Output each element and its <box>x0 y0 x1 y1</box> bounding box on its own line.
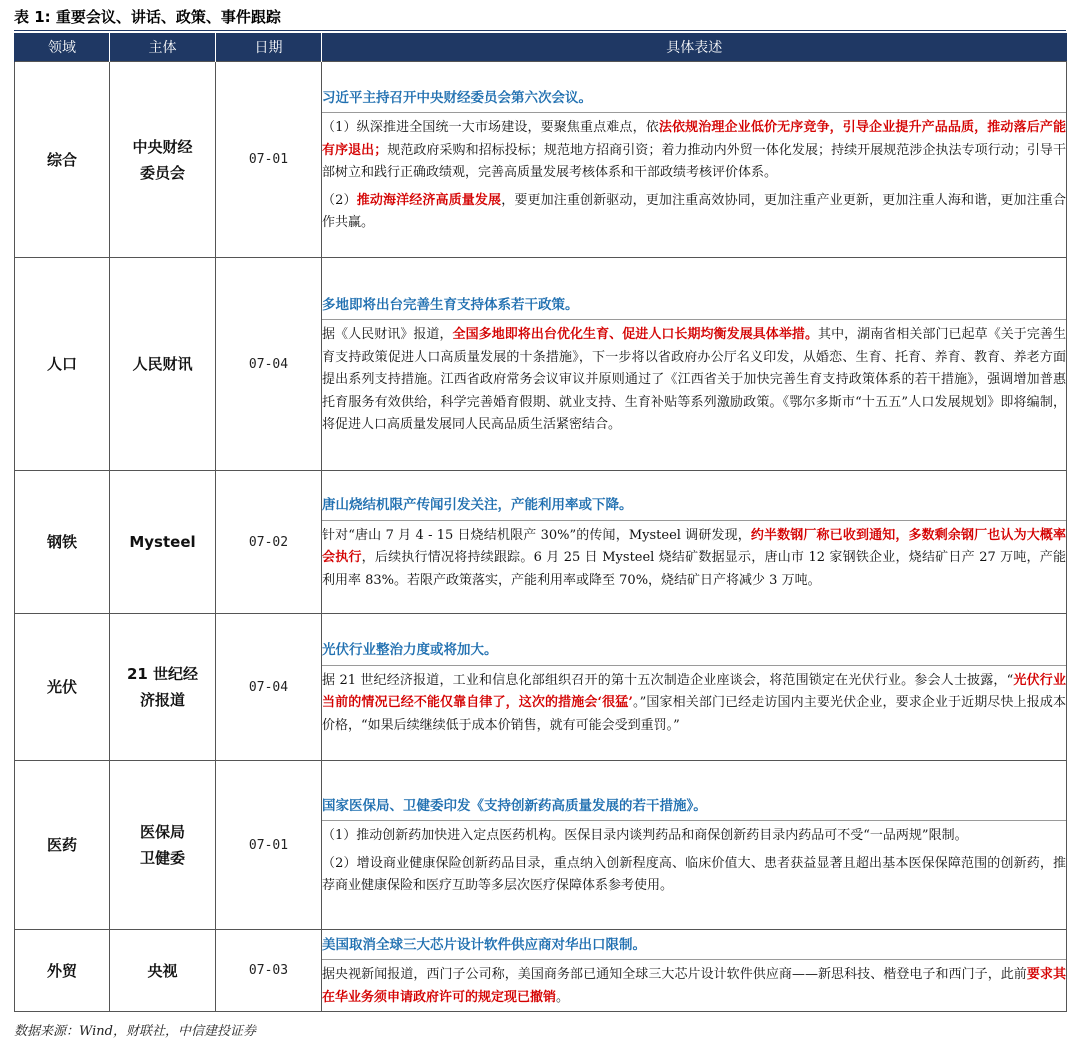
row-domain: 光伏 <box>15 614 110 761</box>
table-row <box>15 258 1067 471</box>
row-date: 07-04 <box>216 258 322 471</box>
data-source-note: 数据来源：Wind，财联社，中信建投证券 <box>14 1024 256 1039</box>
table-row <box>15 930 1067 1012</box>
policy-tracking-table <box>14 33 1067 1012</box>
body-text: ，要更加注重创新驱动，更加注重高效协同，更加注重产业更新，更加注重人海和谐，更加注重合作共赢。 <box>322 192 1066 230</box>
body-text: 其中，湖南省相关部门已起草《关于完善生育支持政策促进人口高质量发展的十条措施》，下一步将以省政府办公厅名义印发，从婚恋、生育、托育、养育、教育、养老方面提出系列支持措施。江西省政府常务会议审议并原则通过了《江西省关于加快完善生育支持政策体系的若干措施》，强调增加普惠托育服务有效供给，科学完善婚育假期、就业支持、生育补贴等系列激励政策。《鄂尔多斯市“十五五”人口发展规划》即将编制，将促进人口高质量发展同人民高品质生活紧密结合。 <box>322 327 1066 432</box>
entity-line: 卫健委 <box>139 849 185 867</box>
row-entity <box>110 471 216 614</box>
row-description <box>322 761 1067 930</box>
body-text: （1）推动创新药加快进入定点医药机构。医保目录内谈判药品和商保创新药目录内药品可不受“一品两规”限制。 <box>322 828 968 843</box>
row-date: 07-02 <box>216 471 322 614</box>
highlighted-text: 推动海洋经济高质量发展 <box>356 192 502 208</box>
highlighted-text: 法依规治理企业低价无序竞争，引导企业提升产品品质，推动落后产能有序退出； <box>322 120 1066 158</box>
body-text: 规范政府采购和招标投标；规范地方招商引资；着力推动内外贸一体化发展；持续开展规范涉企执法专项行动；引导干部树立和践行正确政绩观，完善高质量发展考核体系和干部政绩考核评价体系。 <box>322 142 1066 180</box>
body-text: 据《人民财讯》报道， <box>322 327 453 342</box>
description-paragraph <box>322 825 1066 848</box>
row-entity <box>110 258 216 471</box>
row-date: 07-01 <box>216 761 322 930</box>
row-headline: 光伏行业整治力度或将加大。 <box>322 637 1066 666</box>
row-domain: 综合 <box>15 62 110 258</box>
highlighted-text: 全国多地即将出台优化生育、促进人口长期均衡发展具体举措。 <box>452 327 819 342</box>
row-headline: 美国取消全球三大芯片设计软件供应商对华出口限制。 <box>322 932 1066 961</box>
table-row <box>15 471 1067 614</box>
entity-line: 济报道 <box>139 691 185 709</box>
body-text: （2） <box>322 192 357 208</box>
entity-line: 人民财讯 <box>132 355 193 373</box>
row-description <box>322 258 1067 471</box>
row-entity <box>110 930 216 1012</box>
entity-line: 委员会 <box>139 163 185 182</box>
row-domain: 人口 <box>15 258 110 471</box>
body-text: （2）增设商业健康保险创新药品目录，重点纳入创新程度高、临床价值大、患者获益显著且超出基本医保保障范围的创新药，推荐商业健康保险和医疗互助等多层次医疗保障体系参考使用。 <box>322 855 1066 893</box>
entity-line: 中央财经 <box>132 137 193 156</box>
row-description <box>322 614 1067 761</box>
header-entity: 主体 <box>110 33 216 62</box>
body-text: 据 21 世纪经济报道，工业和信息化部组织召开的第十五次制造企业座谈会，将范围锁定在光伏行业。参会人士披露，“ <box>322 672 1014 688</box>
header-date: 日期 <box>216 33 322 62</box>
description-paragraph <box>322 964 1066 1009</box>
row-domain: 钢铁 <box>15 471 110 614</box>
description-paragraph <box>322 525 1066 593</box>
highlighted-text: 光伏行业当前的情况已经不能仅靠自律了，这次的措施会‘很猛’ <box>322 672 1066 710</box>
table-row <box>15 614 1067 761</box>
row-description <box>322 62 1067 258</box>
row-headline: 多地即将出台完善生育支持体系若干政策。 <box>322 292 1066 321</box>
description-paragraph <box>322 853 1066 898</box>
table-header-row <box>15 33 1067 62</box>
description-paragraph <box>322 324 1066 437</box>
entity-line: 央视 <box>147 961 178 980</box>
highlighted-text: 约半数钢厂称已收到通知，多数剩余钢厂也认为大概率会执行 <box>322 527 1066 565</box>
row-headline: 习近平主持召开中央财经委员会第六次会议。 <box>322 85 1066 114</box>
entity-line: 医保局 <box>139 823 185 841</box>
body-text: 。 <box>556 989 570 1005</box>
body-text: 针对“唐山 7 月 4 - 15 日烧结机限产 30%”的传闻，Mysteel 调研发现， <box>322 527 751 543</box>
description-paragraph <box>322 117 1066 185</box>
header-domain: 领域 <box>15 33 110 62</box>
row-date: 07-01 <box>216 62 322 258</box>
row-entity <box>110 62 216 258</box>
body-text: （1）纵深推进全国统一大市场建设，要聚焦重点难点，依 <box>322 120 659 135</box>
row-entity <box>110 614 216 761</box>
row-domain: 外贸 <box>15 930 110 1012</box>
description-paragraph <box>322 190 1066 235</box>
row-headline: 唐山烧结机限产传闻引发关注，产能利用率或下降。 <box>322 492 1066 521</box>
table-row <box>15 62 1067 258</box>
title-divider <box>14 30 1066 31</box>
row-headline: 国家医保局、卫健委印发《支持创新药高质量发展的若干措施》。 <box>322 793 1066 822</box>
row-description <box>322 471 1067 614</box>
description-paragraph <box>322 670 1066 738</box>
table-title: 表 1: 重要会议、讲话、政策、事件跟踪 <box>14 8 281 26</box>
highlighted-text: 要求其在华业务须申请政府许可的规定现已撤销 <box>322 967 1066 1005</box>
body-text: 。”国家相关部门已经走访国内主要光伏企业，要求企业于近期尽快上报成本价格，“如果后续继续低于成本价销售，就有可能会受到重罚。” <box>322 695 1066 733</box>
entity-line: Mysteel <box>129 533 196 551</box>
table-row <box>15 761 1067 930</box>
body-text: ，后续执行情况将持续跟踪。6 月 25 日 Mysteel 烧结矿数据显示，唐山市 12 家钢铁企业，烧结矿日产 27 万吨，产能利用率 83%。若限产政策落实，产能利用率或降至 70%，烧结矿日产将减少 3 万吨。 <box>322 550 1066 588</box>
entity-line: 21 世纪经 <box>126 665 199 683</box>
row-date: 07-04 <box>216 614 322 761</box>
body-text: 据央视新闻报道，西门子公司称，美国商务部已通知全球三大芯片设计软件供应商——新思科技、楷登电子和西门子，此前 <box>322 967 1027 983</box>
row-description <box>322 930 1067 1012</box>
row-entity <box>110 761 216 930</box>
row-domain: 医药 <box>15 761 110 930</box>
row-date: 07-03 <box>216 930 322 1012</box>
header-description: 具体表述 <box>322 33 1067 62</box>
